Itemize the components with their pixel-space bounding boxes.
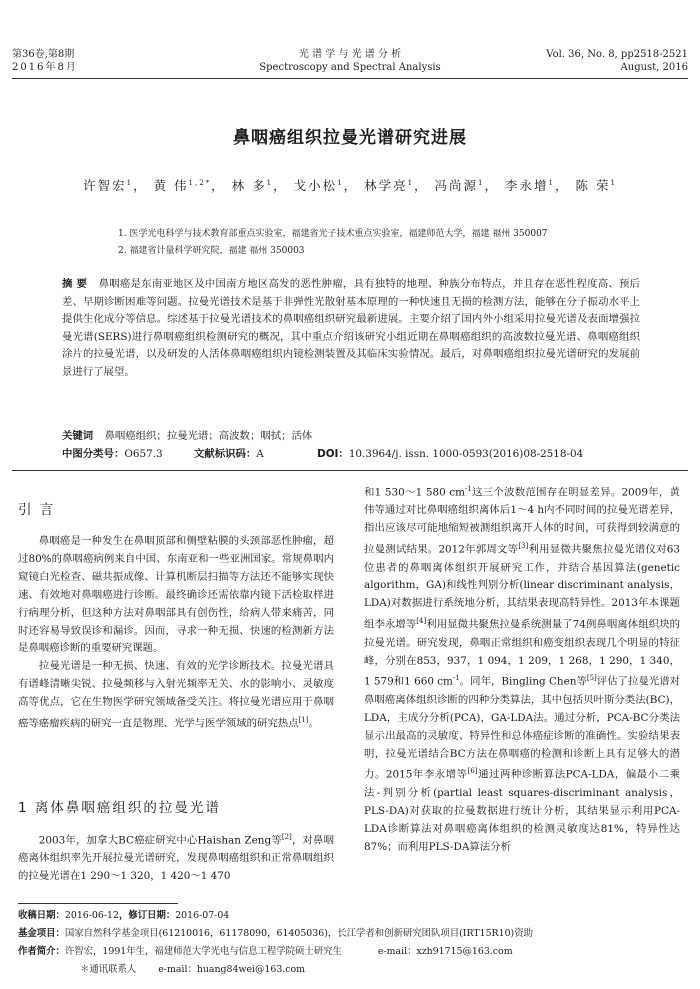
volume-pages-en: Vol. 36, No. 8, pp2518-2521 — [546, 49, 688, 60]
section-1-body — [18, 829, 334, 886]
author: 戈小松$^1$ — [293, 178, 344, 193]
date-cn: 2016年8月 — [12, 62, 78, 73]
intro-body — [18, 533, 334, 733]
author-list: 许智宏$^1$， 黄 伟$^{1,2*}$， 林 多$^1$， 戈小松$^1$， 林学亮$^1$， 冯尚源$^1$， 李永增$^1$， 陈 荣$^1$ — [83, 178, 617, 193]
corresponding-email: e-mail：huang84wei@163.com — [158, 964, 306, 975]
author: 李永增$^1$ — [505, 178, 555, 193]
author: 林学亮$^1$ — [364, 178, 415, 193]
doc-code-value: A — [256, 448, 264, 460]
keywords — [62, 427, 312, 442]
intro-paragraph-1: 鼻咽癌是一种发生在鼻咽顶部和侧壁粘膜的头颈部恶性肿瘤，超过80%的鼻咽癌病例来自中国、东南亚和一些亚洲国家。常规鼻咽内窥镜白光检查、磁共振成像、计算机断层扫描等方法还不能够实现快速、有效地对鼻咽癌进行诊断。最终确诊还需依靠内镜下活检取样进行病理分析，但这种方法对鼻咽部具有创伤性，给病人带来痛苦，同时还容易导致误诊和漏诊。因而，寻求一种无损、快速的检测新方法是鼻咽癌诊断的重要研究课题。 — [18, 535, 334, 655]
abstract-rule — [12, 470, 688, 471]
citation: [3] — [518, 542, 529, 551]
author: 陈 荣$^1$ — [575, 178, 617, 193]
doi-value: 10.3964/j. issn. 1000-0593(2016)08-2518-04 — [348, 448, 584, 460]
keywords-text: 鼻咽癌组织；拉曼光谱；高波数；咽拭；活体 — [104, 430, 313, 442]
doc-code-label: 文献标识码： — [193, 448, 257, 460]
journal-name-cn: 光 谱 学 与 光 谱 分 析 — [298, 49, 402, 60]
citation: [1] — [298, 716, 309, 725]
intro-heading: 引 言 — [18, 502, 56, 518]
abstract — [62, 276, 640, 382]
clc-value: O657.3 — [124, 448, 163, 460]
affiliation-2: 2. 福建省计量科学研究院，福建 福州 350003 — [118, 246, 305, 256]
classification-line — [62, 445, 583, 460]
section-1-heading: 1 离体鼻咽癌组织的拉曼光谱 — [18, 800, 221, 816]
citation: [5] — [586, 674, 597, 683]
abstract-text: 鼻咽癌是东南亚地区及中国南方地区高发的恶性肿瘤，具有独特的地理、种族分布特点，并且存在恶性程度高、预后差、早期诊断困难等问题。拉曼光谱技术是基于非弹性光散射基本原理的一种快速且无损的检测方法，能够在分子振动水平上提供生化成分等信息。综述基于拉曼光谱技术的鼻咽癌组织研究最新进展。主要介绍了国内外小组采用拉曼光谱及表面增强拉曼光谱(SERS)进行鼻咽癌组织检测研究的概况，其中重点介绍该研究小组近期在鼻咽癌组织的高波数拉曼光谱、鼻咽癌组织涂片的拉曼光谱，以及研发的人活体鼻咽癌组织内镜检测装置及其临床实验情况。最后，对鼻咽癌组织拉曼光谱研究的发展前景进行了展望。 — [62, 278, 641, 378]
right-column-paragraph: 和1 530～1 580 $cm^{-1}$这三个波数范围存在明显差异。2009年，黄伟等通过对比鼻咽癌组织离体后1～4 h内不同时间的拉曼光谱差异，指出应该尽可能地缩短被测组织离开人体的时间，可获得到较满意的拉曼测试结果。2012年郭周文等[3]利用显微共聚焦拉曼光谱仪对63位患者的鼻咽离体组织开展研究工作，并结合基因算法(genetic algorithm，GA)和线性判别分析(linear discriminant analysis，LDA)对数据进行系统地分析，其结果表现高特异性。2013年本课题组李永增等[4]利用显微共聚焦拉曼系统测量了74例鼻咽离体组织块的拉曼光谱。研究发现，鼻咽正常组织和癌变组织表现几个明显的特征峰，分别在853，937，1 094，1 209，1 268，1 290，1 340，1 579和1 660 $cm^{-1}$。同年，Bingling Chen等[5]评估了拉曼光谱对鼻咽癌离体组织诊断的四种分类算法，其中包括贝叶斯分类法(BC)，LDA，主成分分析(PCA)，GA-LDA法。通过分析，PCA-BC分类法显示出最高的灵敏度、特异性和总体癌症诊断的准确性。实验结果表明，拉曼光谱结合BC方法在鼻咽癌的检测和诊断上具有足够大的潜力。2015年李永增等[6]通过两种诊断算法PCA-LDA，偏最小二乘法-判别分析(partial least squares-discriminant analysis，PLS-DA)对获取的拉曼数据进行统计分析，其结果显示利用PCA-LDA诊断算法对鼻咽癌离体组织的检测灵敏度达81%，特异性达87%；而利用PLS-DA算法分析 — [364, 485, 681, 853]
author: 许智宏$^1$ — [83, 178, 134, 193]
citation: [4] — [416, 617, 427, 626]
funding-note: 基金项目：国家自然科学基金项目(61210016，61178090，61405036)，长江学者和创新研究团队项目(IRT15R10)资助 — [18, 928, 533, 939]
received-date-note: 收稿日期：2016-06-12，修订日期：2016-07-04 — [18, 910, 230, 921]
section-1-paragraph: 2003年，加拿大BC癌症研究中心Haishan Zeng等[2]，对鼻咽癌离体组织率先开展拉曼光谱研究，发现鼻咽癌组织和正常鼻咽组织的拉曼光谱在1 290～1 320，1 420～1 470 — [18, 833, 335, 883]
journal-name-en: Spectroscopy and Spectral Analysis — [259, 62, 441, 73]
author: 林 多$^1$ — [231, 178, 274, 193]
citation: [6] — [467, 767, 478, 776]
abstract-label: 摘 要 — [62, 278, 88, 290]
affiliation-1: 1. 医学光电科学与技术教育部重点实验室，福建省光子技术重点实验室，福建师范大学，福建 福州 350007 — [118, 229, 548, 239]
author-bio-note: 作者简介：许智宏，1991年生，福建师范大学光电与信息工程学院硕士研究生 e-mail：xzh91715@163.com — [18, 946, 513, 957]
author: 黄 伟$^{1,2*}$ — [153, 178, 212, 193]
paper-title: 鼻咽癌组织拉曼光谱研究进展 — [233, 128, 467, 148]
right-column-body — [364, 481, 680, 856]
author: 冯尚源$^1$ — [434, 178, 485, 193]
doi-label: DOI： — [317, 448, 349, 460]
clc-label: 中图分类号： — [62, 448, 125, 460]
date-en: August, 2016 — [620, 62, 688, 73]
keywords-label: 关键词 — [62, 430, 94, 442]
citation: [2] — [281, 833, 292, 841]
header-rule — [12, 78, 688, 79]
intro-paragraph-2: 拉曼光谱是一种无损、快速、有效的光学诊断技术。拉曼光谱具有谱峰清晰尖锐、拉曼频移与入射光频率无关、水的影响小、灵敏度高等优点，它在生物医学研究领域备受关注。将拉曼光谱应用于鼻咽癌等癌瘤疾病的研究一直是物理、光学与医学领域的研究热点[1]。 — [18, 660, 334, 730]
author-email: e-mail：xzh91715@163.com — [377, 946, 513, 957]
corresponding-author-note: ＊通讯联系人 e-mail：huang84wei@163.com — [80, 964, 306, 975]
footnote-rule — [18, 903, 178, 904]
volume-issue-cn: 第36卷,第8期 — [12, 49, 75, 60]
